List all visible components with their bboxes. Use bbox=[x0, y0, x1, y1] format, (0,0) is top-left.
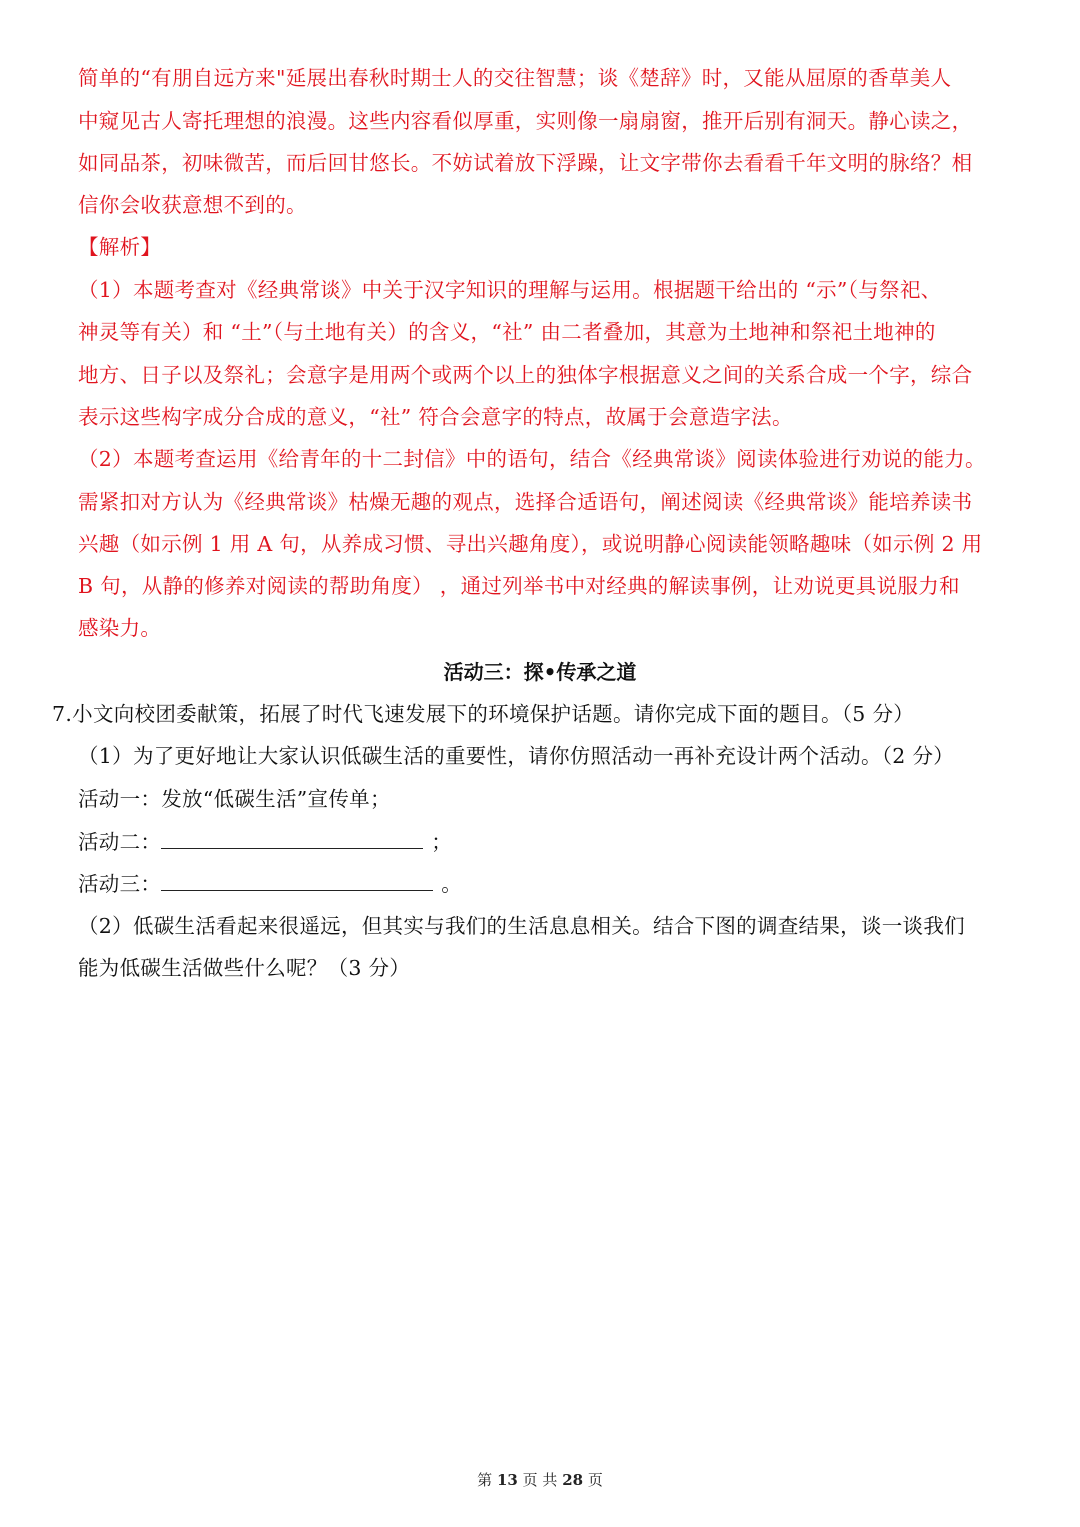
page-footer bbox=[0, 1468, 1080, 1492]
footer-page-word: 页 bbox=[522, 1471, 538, 1489]
analysis-2-line: 需紧扣对方认为《经典常谈》枯燥无趣的观点，选择合适语句，阐述阅读《经典常谈》能培养读书 bbox=[78, 490, 973, 514]
footer-total-pages: 28 bbox=[562, 1471, 584, 1489]
footer-current-page: 13 bbox=[496, 1471, 518, 1489]
answer-line: 中窥见古人寄托理想的浪漫。这些内容看似厚重，实则像一扇扇窗，推开后别有洞天。静心读之， bbox=[78, 109, 973, 133]
analysis-1-line: 地方、日子以及祭礼；会意字是用两个或两个以上的独体字根据意义之间的关系合成一个字，综合 bbox=[78, 363, 973, 387]
analysis-label: 【解析】 bbox=[78, 235, 162, 259]
section-heading: 活动三：探•传承之道 bbox=[443, 660, 637, 684]
analysis-1-line: 神灵等有关）和 “土”（与土地有关）的含义，“社” 由二者叠加，其意为土地神和祭祀土地神的 bbox=[78, 320, 936, 344]
answer-line: 信你会收获意想不到的。 bbox=[78, 193, 307, 217]
activity-two-end: ； bbox=[431, 830, 453, 854]
activity-three-end: 。 bbox=[441, 872, 463, 896]
activity-two-label: 活动二： bbox=[78, 830, 162, 854]
question-part-2-line: 能为低碳生活做些什么呢？（3 分） bbox=[78, 956, 411, 980]
footer-prefix: 第 bbox=[477, 1471, 493, 1489]
question-part-2-line: （2）低碳生活看起来很遥远，但其实与我们的生活息息相关。结合下图的调查结果，谈一谈我们 bbox=[78, 914, 965, 938]
question-part-1: （1）为了更好地让大家认识低碳生活的重要性，请你仿照活动一再补充设计两个活动。（2 分） bbox=[78, 744, 955, 768]
activity-three-label: 活动三： bbox=[78, 872, 162, 896]
activity-two-row bbox=[78, 826, 1008, 857]
activity-three-answer-blank[interactable] bbox=[161, 868, 433, 891]
analysis-1-line: 表示这些构字成分合成的意义，“社” 符合会意字的特点，故属于会意造字法。 bbox=[78, 405, 793, 429]
activity-three-row bbox=[78, 868, 1008, 899]
analysis-2-line: B 句，从静的修养对阅读的帮助角度） ，通过列举书中对经典的解读事例，让劝说更具说服力和 bbox=[78, 574, 960, 598]
question-stem: 7.小文向校团委献策，拓展了时代飞速发展下的环境保护话题。请你完成下面的题目。（5 分） bbox=[52, 702, 915, 726]
analysis-1-line: （1）本题考查对《经典常谈》中关于汉字知识的理解与运用。根据题干给出的 “示”（与祭祀、 bbox=[78, 278, 942, 302]
analysis-2-line: （2）本题考查运用《给青年的十二封信》中的语句，结合《经典常谈》阅读体验进行劝说的能力。 bbox=[78, 447, 986, 471]
activity-two-answer-blank[interactable] bbox=[161, 826, 423, 849]
footer-total-word: 共 bbox=[542, 1471, 558, 1489]
analysis-2-line: 感染力。 bbox=[78, 616, 162, 640]
activity-one: 活动一：发放“低碳生活”宣传单； bbox=[78, 787, 391, 811]
footer-suffix: 页 bbox=[587, 1471, 603, 1489]
answer-line: 如同品茶，初味微苦，而后回甘悠长。不妨试着放下浮躁，让文字带你去看看千年文明的脉络？相 bbox=[78, 151, 973, 175]
answer-line: 简单的“有朋自远方来"延展出春秋时期士人的交往智慧；谈《楚辞》时，又能从屈原的香草美人 bbox=[78, 66, 952, 90]
analysis-2-line: 兴趣（如示例 1 用 A 句，从养成习惯、寻出兴趣角度），或说明静心阅读能领略趣味（如示例 2 用 bbox=[78, 532, 983, 556]
